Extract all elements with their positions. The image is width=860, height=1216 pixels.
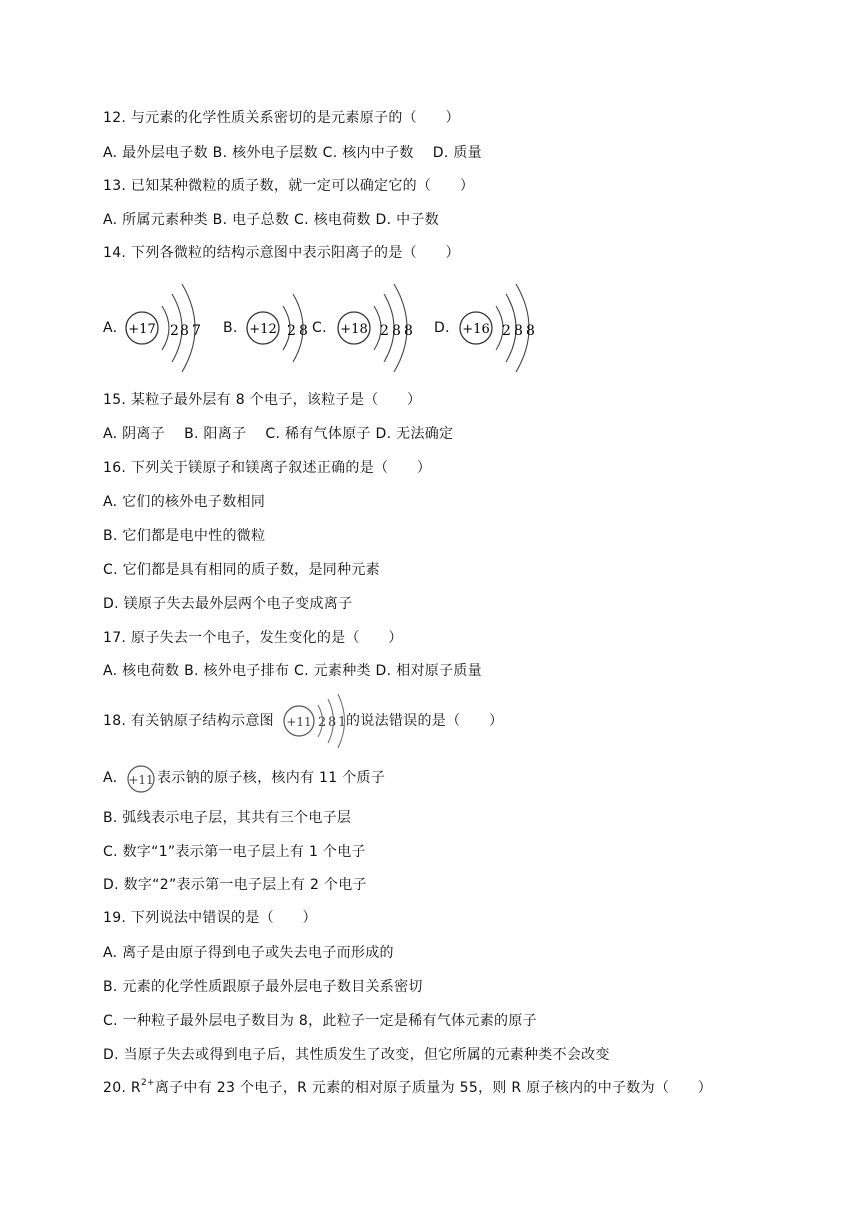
q20-stem-rest: 离子中有 23 个电子，R 元素的相对原子质量为 55，则 R 原子核内的中子数为（ ） <box>154 1080 713 1096</box>
q18-option-a-nucleus: +11 <box>128 773 154 787</box>
q14-c-shell-2: 8 <box>392 323 401 339</box>
q15-options: A. 阴离子 B. 阳离子 C. 稀有气体原子 D. 无法确定 <box>103 426 454 442</box>
q14-c-shell-1: 2 <box>380 323 389 339</box>
q14-a-nucleus: +17 <box>128 322 156 337</box>
q14-d-shell-3: 8 <box>526 323 535 339</box>
q20-stem-r: 20. R <box>103 1080 141 1096</box>
q14-diagram-b <box>245 280 315 376</box>
q12-options: A. 最外层电子数 B. 核外电子层数 C. 核内中子数 D. 质量 <box>103 145 482 161</box>
q14-diagram-c <box>334 280 422 376</box>
q14-d-shell-1: 2 <box>502 323 511 339</box>
q14-b-nucleus: +12 <box>249 322 277 337</box>
q19-option-d: D. 当原子失去或得到电子后，其性质发生了改变，但它所属的元素种类不会改变 <box>103 1047 610 1063</box>
q16-option-b: B. 它们都是电中性的微粒 <box>103 528 266 544</box>
q18-option-a-prefix: A. <box>103 770 118 786</box>
q13-options: A. 所属元素种类 B. 电子总数 C. 核电荷数 D. 中子数 <box>103 212 440 228</box>
q14-a-shell-3: 7 <box>192 323 201 339</box>
q19-option-b: B. 元素的化学性质跟原子最外层电子数目关系密切 <box>103 979 423 995</box>
q14-b-shell-1: 2 <box>287 323 296 339</box>
q17-stem: 17. 原子失去一个电子，发生变化的是（ ） <box>103 630 403 646</box>
q18-stem-before: 18. 有关钠原子结构示意图 <box>103 713 274 729</box>
q18-stem-after: 的说法错误的是（ ） <box>346 713 504 729</box>
q16-option-a: A. 它们的核外电子数相同 <box>103 494 266 510</box>
q14-diagram-d <box>456 280 544 376</box>
q14-d-shell-2: 8 <box>514 323 523 339</box>
q18-option-c: C. 数字“1”表示第一电子层上有 1 个电子 <box>103 844 366 860</box>
q20-superscript: 2+ <box>140 1078 155 1088</box>
q14-diagram-a <box>124 280 212 376</box>
q15-stem: 15. 某粒子最外层有 8 个电子，该粒子是（ ） <box>103 392 422 408</box>
q19-option-c: C. 一种粒子最外层电子数目为 8，此粒子一定是稀有气体元素的原子 <box>103 1013 537 1029</box>
q12-stem: 12. 与元素的化学性质关系密切的是元素原子的（ ） <box>103 110 460 126</box>
q18-diagram-nucleus: +11 <box>286 715 312 729</box>
q18-option-a-nucleus-icon <box>126 764 158 794</box>
q19-stem: 19. 下列说法中错误的是（ ） <box>103 910 317 926</box>
q14-a-shell-1: 2 <box>170 323 179 339</box>
q16-option-d: D. 镁原子失去最外层两个电子变成离子 <box>103 596 353 612</box>
q18-sodium-diagram <box>281 693 351 751</box>
q18-option-a-text: 表示钠的原子核，核内有 11 个质子 <box>157 770 386 786</box>
q14-a-shell-2: 8 <box>180 323 189 339</box>
q16-stem: 16. 下列关于镁原子和镁离子叙述正确的是（ ） <box>103 460 432 476</box>
q17-options: A. 核电荷数 B. 核外电子排布 C. 元素种类 D. 相对原子质量 <box>103 663 482 679</box>
q14-option-d-label: D. <box>434 320 450 336</box>
q16-option-c: C. 它们都是具有相同的质子数，是同种元素 <box>103 562 380 578</box>
q18-option-d: D. 数字“2”表示第一电子层上有 2 个电子 <box>103 877 367 893</box>
q14-c-nucleus: +18 <box>340 322 368 337</box>
q20-stem <box>103 1078 712 1100</box>
q18-diagram-shell-2: 8 <box>328 715 337 730</box>
q14-option-c-label: C. <box>312 320 327 336</box>
q14-c-shell-3: 8 <box>404 323 413 339</box>
q18-diagram-shell-3: 1 <box>338 715 347 730</box>
q13-stem: 13. 已知某种微粒的质子数，就一定可以确定它的（ ） <box>103 178 475 194</box>
q14-stem: 14. 下列各微粒的结构示意图中表示阳离子的是（ ） <box>103 245 460 261</box>
q18-diagram-shell-1: 2 <box>318 715 327 730</box>
q14-option-b-label: B. <box>223 320 238 336</box>
q14-b-shell-2: 8 <box>299 323 308 339</box>
q14-d-nucleus: +16 <box>462 322 490 337</box>
q14-option-a-label: A. <box>103 320 118 336</box>
q19-option-a: A. 离子是由原子得到电子或失去电子而形成的 <box>103 945 394 961</box>
q18-option-b: B. 弧线表示电子层，其共有三个电子层 <box>103 810 352 826</box>
